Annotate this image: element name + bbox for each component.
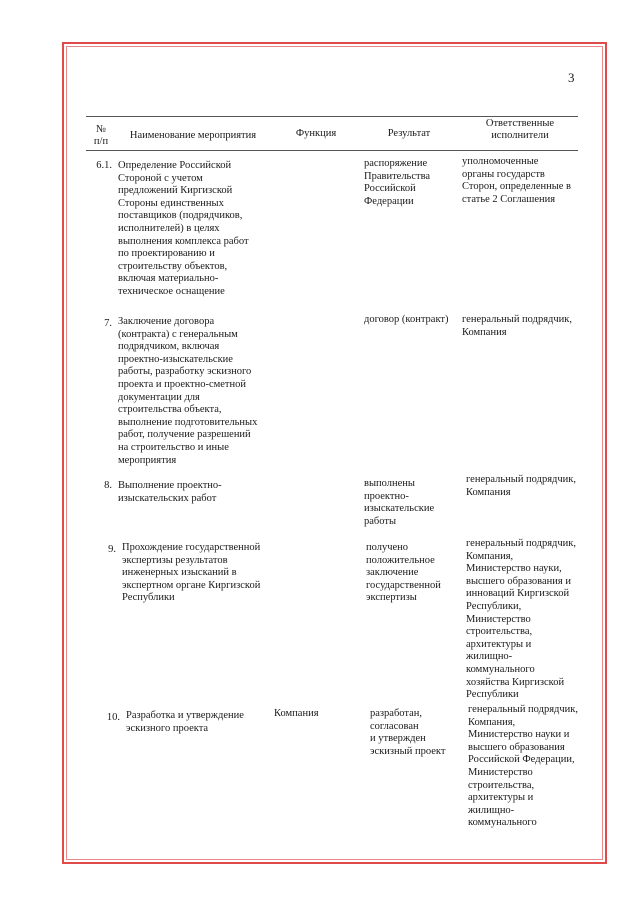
page-number: 3 (568, 70, 575, 85)
header-num: № п/п (93, 124, 109, 147)
row-10-function: Компания (274, 708, 319, 719)
row-6-1-num: 6.1. (96, 160, 112, 171)
row-10-name: Разработка и утверждение эскизного проекта (126, 710, 244, 734)
row-8-responsible: генеральный подрядчик, Компания (466, 474, 577, 498)
row-7-num: 7. (104, 318, 112, 329)
row-10-responsible: генеральный подрядчик, Компания, Министерство науки и высшего образования Российской Федерации, Министерство строительства, архитектуры и жилищно- коммунального (468, 704, 579, 829)
row-7-name: Заключение договора (контракта) с генеральным подрядчиком, включая проектно-изыскательские работы, разработку эскизного проекта и проектно-сметной документации для строительства объекта, выполнение подготовительных работ, получение разрешений на строительство и иные мероприятия (118, 316, 258, 466)
header-bottom-rule (86, 150, 578, 151)
row-9-result: получено положительное заключение государственной экспертизы (366, 542, 441, 604)
row-8-result: выполнены проектно- изыскательские работы (364, 478, 435, 527)
row-6-1-responsible: уполномоченные органы государств Сторон, определенные в статье 2 Соглашения (462, 156, 572, 205)
row-9-num: 9. (108, 544, 116, 555)
header-result: Результат (387, 128, 431, 139)
row-6-1-name: Определение Российской Стороной с учетом предложений Киргизской Стороны единственных поставщиков (подрядчиков, исполнителей) в целях выполнения комплекса работ по проектированию и строительству объектов, включая материально- техническое оснащение (118, 160, 249, 297)
row-8-name: Выполнение проектно- изыскательских работ (118, 480, 222, 504)
header-top-rule (86, 116, 578, 117)
header-responsible: Ответственные исполнители (485, 118, 555, 141)
row-9-responsible: генеральный подрядчик, Компания, Министерство науки, высшего образования и инноваций Киргизской Республики, Министерство строительства, архитектуры и жилищно- коммунального хозяйства Киргизской Республики (466, 538, 577, 701)
header-name: Наименование мероприятия (129, 130, 257, 141)
row-9-name: Прохождение государственной экспертизы результатов инженерных изысканий в экспертном органе Киргизской Республики (122, 542, 261, 604)
row-6-1-result: распоряжение Правительства Российской Федерации (364, 158, 431, 207)
row-7-result: договор (контракт) (364, 314, 449, 325)
header-function: Функция (295, 128, 337, 139)
row-10-result: разработан, согласован и утвержден эскизный проект (370, 708, 446, 757)
row-10-num: 10. (106, 712, 120, 723)
row-8-num: 8. (104, 480, 112, 491)
row-7-responsible: генеральный подрядчик, Компания (462, 314, 573, 338)
